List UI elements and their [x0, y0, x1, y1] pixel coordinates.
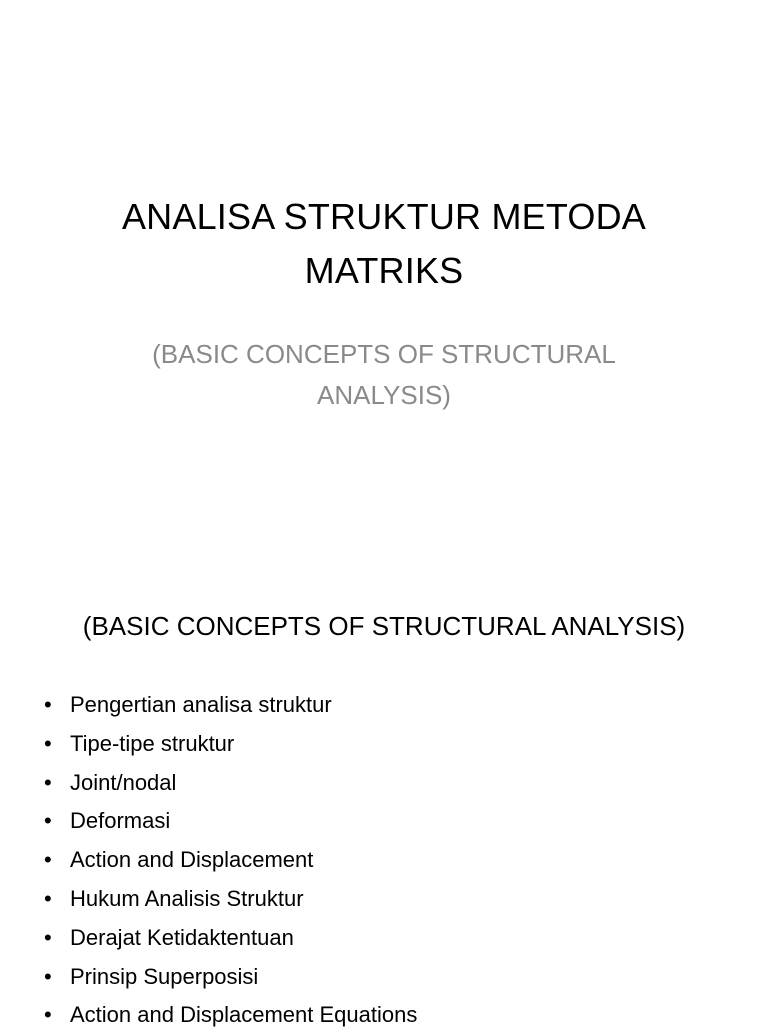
slide-subtitle — [0, 334, 768, 416]
bullet-item-text: Pengertian analisa struktur — [70, 692, 332, 717]
bullet-item — [44, 958, 417, 997]
slide-subtitle-line: ANALYSIS) — [317, 380, 451, 410]
slide-title — [0, 190, 768, 298]
bullet-icon: • — [44, 885, 52, 911]
bullet-icon: • — [44, 924, 52, 950]
bullet-item — [44, 725, 417, 764]
bullet-item-text: Joint/nodal — [70, 769, 177, 795]
bullet-item — [44, 802, 417, 841]
slide-title-line: MATRIKS — [304, 250, 464, 291]
topic-bullet-list — [44, 686, 417, 1035]
bullet-item — [44, 686, 417, 725]
content-slide-title: (BASIC CONCEPTS OF STRUCTURAL ANALYSIS) — [82, 611, 686, 641]
slide-subtitle-line: (BASIC CONCEPTS OF STRUCTURAL — [152, 339, 616, 369]
content-slide — [0, 576, 768, 1028]
bullet-icon: • — [44, 963, 52, 989]
bullet-item — [44, 996, 417, 1035]
bullet-icon: • — [44, 730, 52, 756]
bullet-icon: • — [44, 808, 52, 834]
bullet-item — [44, 919, 417, 958]
bullet-icon: • — [44, 769, 52, 795]
bullet-item-text: Prinsip Superposisi — [70, 963, 259, 989]
bullet-item-text: Action and Displacement Equations — [70, 1002, 418, 1028]
bullet-item-text: Hukum Analisis Struktur — [70, 885, 304, 911]
bullet-icon: • — [44, 1002, 52, 1028]
bullet-item-text: Tipe-tipe struktur — [70, 730, 235, 756]
bullet-item — [44, 764, 417, 803]
bullet-item — [44, 880, 417, 919]
bullet-icon: • — [44, 692, 52, 717]
bullet-item-text: Deformasi — [70, 808, 171, 834]
bullet-item-text: Derajat Ketidaktentuan — [70, 924, 294, 950]
bullet-icon: • — [44, 847, 52, 873]
slide-title-line: ANALISA STRUKTUR METODA — [121, 196, 647, 237]
bullet-item — [44, 841, 417, 880]
bullet-item-text: Action and Displacement — [70, 847, 314, 873]
